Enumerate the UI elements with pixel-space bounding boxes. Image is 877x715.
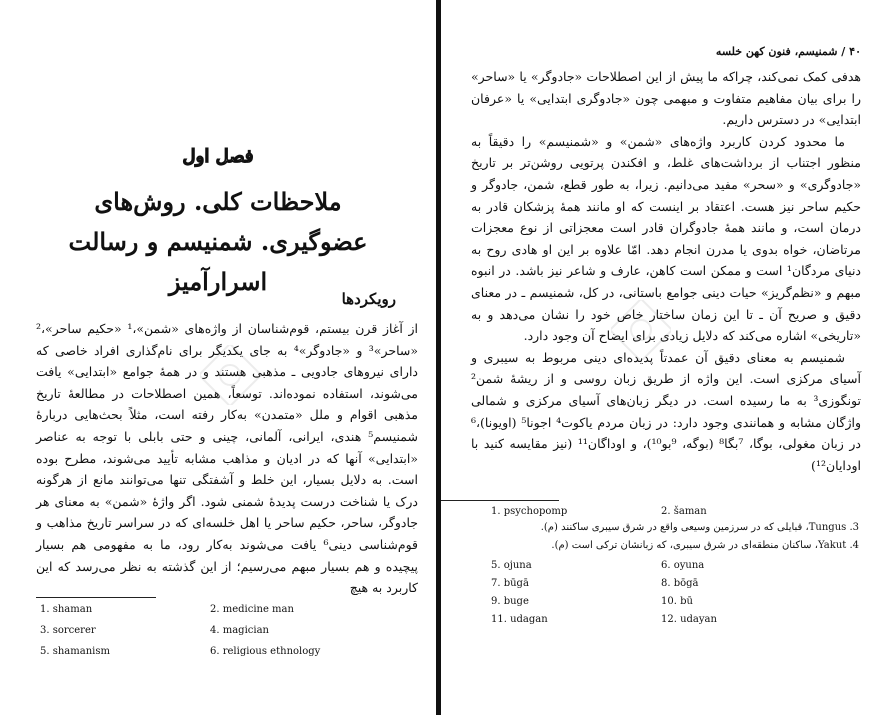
left-paragraph: از آغاز قرن بیستم، قوم‌شناسان از واژه‌های «شمن»،¹ «حکیم ساحر»،² «ساحر»³ و «جادوگر»⁴ به جای یکدیگر برای نام‌گذاری افراد خاصی که دارای نیروهای جادویی ـ مذهبی هستند و در همهٔ جوامع «ابتدایی» یافت می‌شوند، استفاده نموده‌اند. توسعاً، همین اصطلاحات در مطالعهٔ تاریخ مذهبی اقوام و ملل «متمدن» به‌کار رفته است، مثلاً بحث‌هایی دربارهٔ شمنیسم⁵ هندی، ایرانی، آلمانی، چینی و حتی بابلی با توجه به عناصر «ابتدایی» آنها که در ادیان و مذاهب مشابه تأیید می‌شوند، مطرح بوده است. به دلایل بسیار، این خلط و آشفتگی تنها می‌توانند مانع از هرگونه درک یا شناخت درست پدیدهٔ شمنی شود. اگر واژهٔ «شمن» به معنای هر جادوگر، ساحر، حکیم ساحر یا اهل خلسه‌ای که در سراسر تاریخ مذاهب و قوم‌شناسی دینی⁶ یافت می‌شوند به‌کار رود، ما به مفهومی هم بسیار پیچیده و هم بسیار مبهم می‌رسیم؛ از این گذشته به نظر می‌رسد که این کاربرد به هیچ	[36, 321, 419, 596]
watermark-icon	[611, 300, 671, 360]
right-paragraph-2: ما محدود کردن کاربرد واژه‌های «شمن» و «شمنیسم» را دقیقاً به منظور اجتناب از برداشت‌های غلط، و افکندن پرتویی روشن‌تر بر تاریخ «جادوگری» و «سحر» مفید می‌دانیم. زیرا، به طور قطع، شمن، جادوگر و حکیم ساحر نیز هست. اعتقاد بر اینست که او مانند همهٔ پزشکان قادر به درمان است، و مانند همهٔ جادوگران قادر است معجزاتی از نوع معجزات مرتاضان، خواه بدوی یا مدرن انجام دهد. امّا علاوه بر این او هادی روح به دنیای مردگان¹ است و ممکن است کاهن، عارف و شاعر نیز باشد. در انبوه مبهم و «نظم‌گریز» حیات دینی جوامع باستانی، در کل، شمنیسم ـ در معنای دقیق و صریح آن ـ تا این زمان ساختار خاص خود را نشان می‌دهد و به «تاریخی» اشاره می‌کند که دلایل زیادی برای ایضاح آن وجود دارد.	[471, 133, 861, 344]
section-heading: رویکردها	[341, 290, 396, 308]
right-paragraph-3: شمنیسم به معنای دقیق آن عمدتاً پدیده‌ای دینی مربوط به سیبری و آسیای مرکزی است. این واژه از طریق زبان روسی و از ریشهٔ شمن² تونگوزی³ به ما رسیده است. در دیگر زبان‌های آسیای مرکزی و شمالی واژگان مشابه و همانندی وجود دارد: در زبان مردم یاکوت⁴ اجونا⁵ (اویونا)،⁶ در زبان مغولی، بوگا، ⁷بگا⁸ (بوگه، ⁹بو¹⁰)، و اوداگان¹¹ (نیز مقایسه کنید با اودایان¹²)	[471, 349, 862, 473]
footnote-11: 11. udagan	[491, 614, 548, 625]
watermark-icon	[200, 345, 260, 405]
footnote-12: 12. udayan	[661, 614, 717, 625]
footnote-2: 2. šaman	[661, 506, 707, 517]
footnote-9: 9. buge	[491, 596, 529, 607]
footnote-4: Yakut .4، ساکنان منطقه‌ای در شرق سیبری، که زبانشان ترکی است (م).	[551, 540, 859, 551]
footnote-3: Tungus .3، قبایلی که در سرزمین وسیعی واقع در شرق سیبری ساکنند (م).	[540, 522, 859, 533]
footnote-7: 7. būgā	[491, 578, 529, 589]
chapter-title	[20, 182, 416, 302]
footnote-6: 6. religious ethnology	[210, 646, 321, 657]
footnote-10: 10. bū	[661, 596, 693, 607]
left-page	[0, 0, 436, 715]
running-head: ۴۰ / شمنیسم، فنون کهن خلسه	[715, 45, 861, 58]
footnote-3: 3. sorcerer	[40, 625, 96, 636]
chapter-title-line2: عضوگیری. شمنیسم و رسالت اسرارآمیز	[68, 227, 368, 296]
chapter-title-line1: ملاحظات کلی. روش‌های	[94, 187, 342, 216]
footnote-2: 2. medicine man	[210, 604, 294, 615]
footnote-8: 8. bōgā	[661, 578, 699, 589]
footnote-1: 1. shaman	[40, 604, 93, 615]
right-paragraph-1: هدفی کمک نمی‌کند، چراکه ما پیش از این اصطلاحات «جادوگر» یا «ساحر» را برای بیان مفاهیم متفاوت و مبهمی چون «جادوگری ابتدایی» یا «عرفان ابتدایی» در دسترس داریم.	[471, 69, 861, 128]
footnote-5: 5. ojuna	[491, 560, 532, 571]
right-body-text	[471, 66, 861, 476]
footnote-divider	[36, 597, 156, 598]
footnote-divider	[441, 500, 559, 501]
footnote-1: 1. psychopomp	[491, 506, 568, 517]
footnote-4: 4. magician	[210, 625, 269, 636]
right-page	[441, 0, 877, 715]
chapter-label: فصل اول	[182, 146, 254, 167]
footnote-5: 5. shamanism	[40, 646, 110, 657]
footnote-6: 6. oyuna	[661, 560, 705, 571]
